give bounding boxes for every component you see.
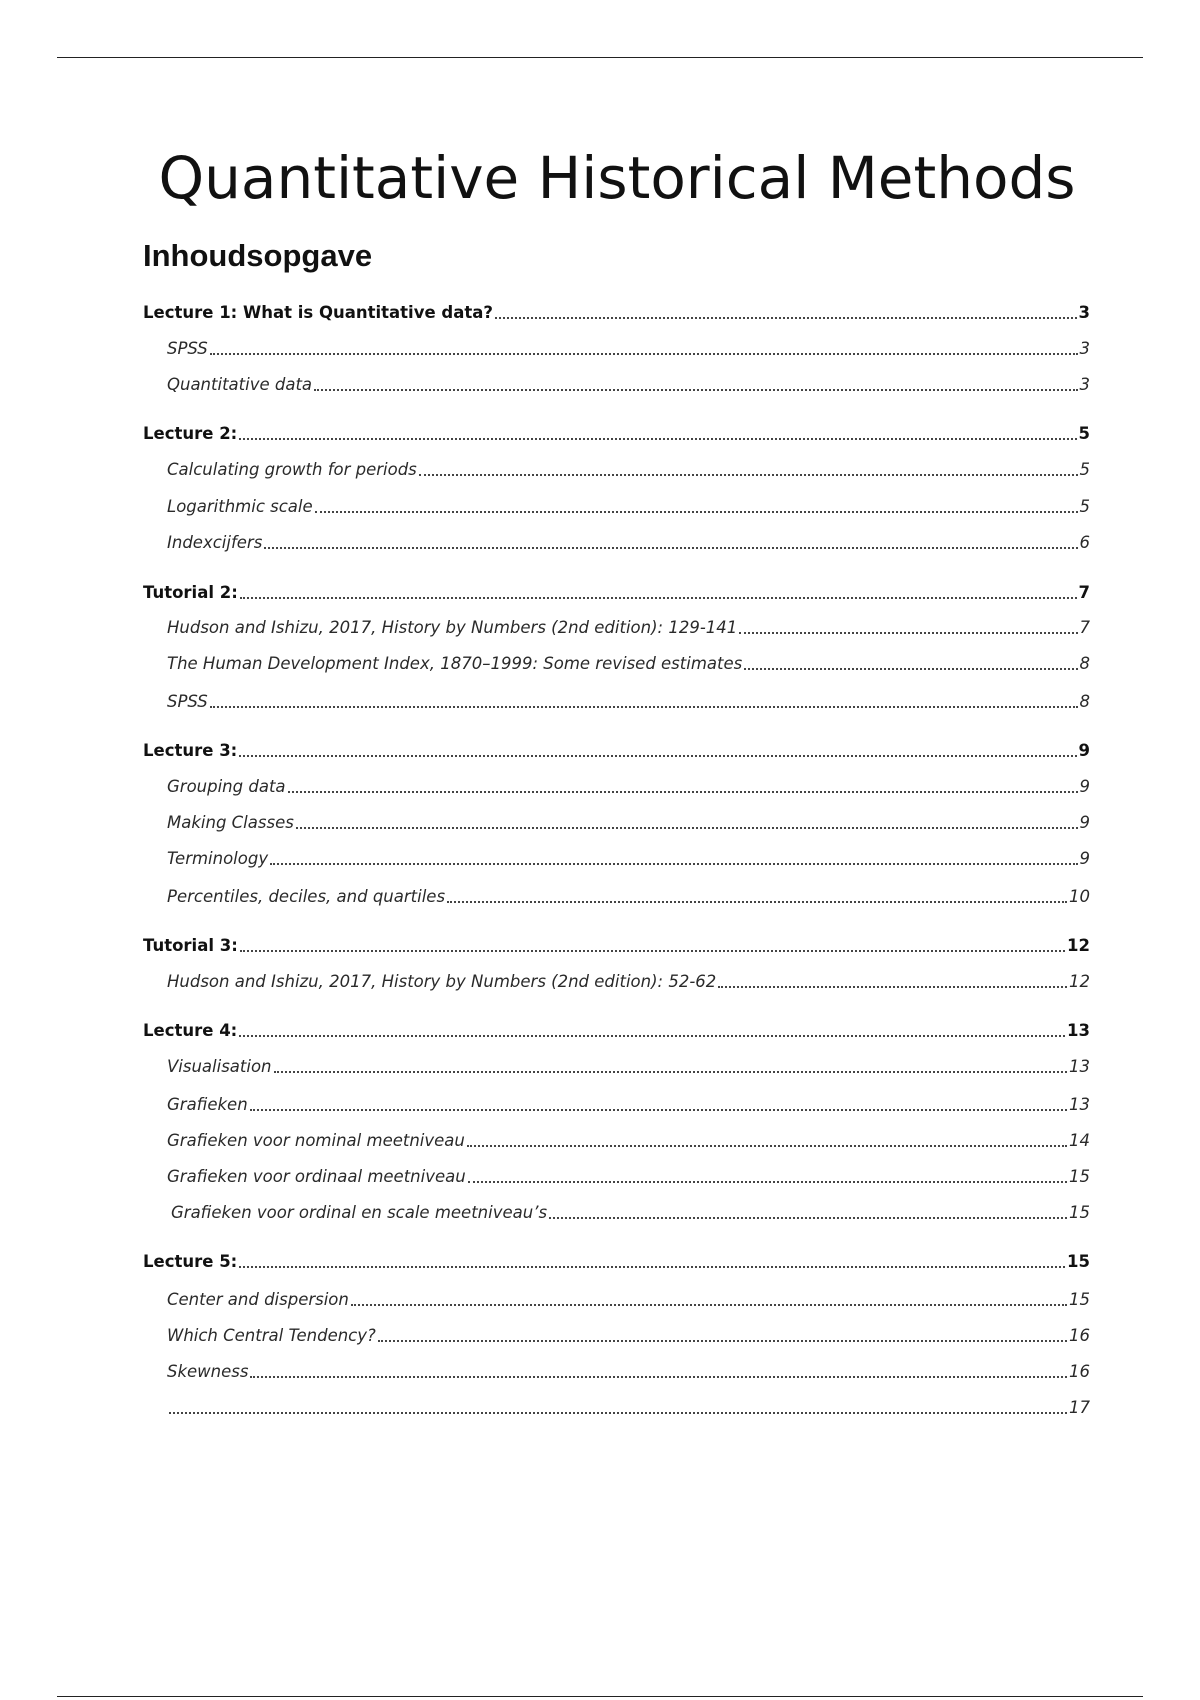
toc-page-number: 16 xyxy=(1069,1326,1090,1345)
toc-entry-text: Grafieken voor ordinaal meetniveau xyxy=(167,1167,466,1186)
toc-page-number: 5 xyxy=(1078,424,1090,443)
toc-page-number: 16 xyxy=(1069,1362,1090,1381)
toc-page-number: 15 xyxy=(1069,1203,1090,1222)
toc-page-number: 12 xyxy=(1067,936,1090,955)
toc-entry-text: Grouping data xyxy=(167,777,286,796)
toc-entry-text: Hudson and Ishizu, 2017, History by Numbers (2nd edition): 129-141 xyxy=(167,618,738,637)
toc-dot-leader xyxy=(315,511,1078,513)
toc-entry-lecture-3[interactable] xyxy=(143,738,1090,762)
toc-dot-leader xyxy=(718,986,1067,988)
toc-page-number: 10 xyxy=(1069,887,1090,906)
toc-entry-text: Indexcijfers xyxy=(167,533,263,552)
document-title: Quantitative Historical Methods xyxy=(158,144,1076,212)
toc-entry-grafieken-ordinaal[interactable] xyxy=(167,1164,1090,1188)
toc-page-number: 3 xyxy=(1079,339,1090,358)
toc-dot-leader xyxy=(239,1266,1065,1268)
toc-entry-center-dispersion[interactable] xyxy=(167,1287,1090,1311)
toc-dot-leader xyxy=(296,827,1078,829)
toc-entry-quantitative-data[interactable] xyxy=(167,372,1090,396)
toc-page-number: 5 xyxy=(1079,460,1090,479)
toc-dot-leader xyxy=(447,901,1067,903)
toc-entry-text: Logarithmic scale xyxy=(167,497,313,516)
toc-entry-text: Percentiles, deciles, and quartiles xyxy=(167,887,446,906)
toc-page-number: 13 xyxy=(1067,1021,1090,1040)
toc-entry-hudson-ishizu-52[interactable] xyxy=(167,969,1090,993)
toc-page-number: 13 xyxy=(1069,1057,1090,1076)
toc-entry-logarithmic-scale[interactable] xyxy=(167,494,1090,518)
toc-page-number: 17 xyxy=(1069,1398,1090,1417)
toc-entry-percentiles[interactable] xyxy=(167,884,1090,908)
toc-page-number: 15 xyxy=(1069,1290,1090,1309)
toc-entry-tutorial-3[interactable] xyxy=(143,933,1090,957)
toc-dot-leader xyxy=(739,632,1077,634)
toc-page-number: 9 xyxy=(1078,741,1090,760)
toc-dot-leader xyxy=(288,791,1078,793)
toc-entry-text: Skewness xyxy=(167,1362,249,1381)
toc-entry-central-tendency[interactable] xyxy=(167,1323,1090,1347)
toc-page-number: 5 xyxy=(1079,497,1090,516)
toc-page-number: 9 xyxy=(1079,813,1090,832)
toc-entry-text: SPSS xyxy=(167,692,208,711)
toc-dot-leader xyxy=(250,1376,1067,1378)
toc-entry-text: Which Central Tendency? xyxy=(167,1326,376,1345)
toc-entry-spss-2[interactable] xyxy=(167,689,1090,713)
toc-page-number: 13 xyxy=(1069,1095,1090,1114)
toc-entry-lecture-1[interactable] xyxy=(143,300,1090,324)
toc-dot-leader xyxy=(274,1071,1067,1073)
toc-dot-leader xyxy=(314,389,1077,391)
toc-entry-text: Visualisation xyxy=(167,1057,272,1076)
toc-entry-lecture-4[interactable] xyxy=(143,1018,1090,1042)
toc-entry-text: Making Classes xyxy=(167,813,294,832)
toc-entry-text: Grafieken xyxy=(167,1095,248,1114)
toc-dot-leader xyxy=(419,474,1078,476)
toc-entry-untitled[interactable] xyxy=(167,1395,1090,1419)
toc-entry-text: Terminology xyxy=(167,849,269,868)
toc-entry-text: Center and dispersion xyxy=(167,1290,349,1309)
toc-entry-grouping-data[interactable] xyxy=(167,774,1090,798)
toc-entry-text: Tutorial 2: xyxy=(143,583,238,602)
toc-dot-leader xyxy=(169,1412,1067,1414)
toc-dot-leader xyxy=(240,950,1065,952)
toc-entry-terminology[interactable] xyxy=(167,846,1090,870)
toc-entry-tutorial-2[interactable] xyxy=(143,580,1090,604)
toc-entry-grafieken[interactable] xyxy=(167,1092,1090,1116)
toc-page-number: 9 xyxy=(1079,849,1090,868)
toc-entry-text: Grafieken voor nominal meetniveau xyxy=(167,1131,465,1150)
toc-entry-making-classes[interactable] xyxy=(167,810,1090,834)
toc-entry-grafieken-ordinal-scale[interactable] xyxy=(171,1200,1090,1224)
toc-dot-leader xyxy=(378,1340,1067,1342)
toc-entry-lecture-5[interactable] xyxy=(143,1249,1090,1273)
toc-entry-text: Quantitative data xyxy=(167,375,313,394)
toc-entry-text: Lecture 5: xyxy=(143,1252,238,1271)
toc-page-number: 7 xyxy=(1079,618,1090,637)
toc-page-number: 9 xyxy=(1079,777,1090,796)
toc-page-number: 15 xyxy=(1069,1167,1090,1186)
toc-entry-text: Lecture 4: xyxy=(143,1021,238,1040)
toc-dot-leader xyxy=(744,668,1077,670)
toc-dot-leader xyxy=(210,706,1078,708)
toc-entry-human-development-index[interactable] xyxy=(167,651,1090,675)
toc-entry-text: Hudson and Ishizu, 2017, History by Numbers (2nd edition): 52-62 xyxy=(167,972,717,991)
toc-entry-visualisation[interactable] xyxy=(167,1054,1090,1078)
toc-dot-leader xyxy=(467,1145,1067,1147)
toc-heading: Inhoudsopgave xyxy=(143,238,373,273)
toc-entry-indexcijfers[interactable] xyxy=(167,530,1090,554)
toc-page-number: 3 xyxy=(1078,303,1090,322)
toc-page-number: 3 xyxy=(1079,375,1090,394)
toc-dot-leader xyxy=(495,317,1077,319)
toc-page-number: 12 xyxy=(1069,972,1090,991)
toc-dot-leader xyxy=(351,1304,1067,1306)
toc-entry-grafieken-nominal[interactable] xyxy=(167,1128,1090,1152)
toc-entry-lecture-2[interactable] xyxy=(143,421,1090,445)
toc-entry-text: Tutorial 3: xyxy=(143,936,238,955)
toc-entry-text: Grafieken voor ordinal en scale meetniveau’s xyxy=(171,1203,548,1222)
toc-page-number: 6 xyxy=(1079,533,1090,552)
toc-entry-text: Lecture 1: What is Quantitative data? xyxy=(143,303,493,322)
toc-entry-text: Lecture 2: xyxy=(143,424,238,443)
toc-dot-leader xyxy=(239,1035,1065,1037)
toc-dot-leader xyxy=(210,353,1078,355)
toc-entry-spss[interactable] xyxy=(167,336,1090,360)
toc-dot-leader xyxy=(270,863,1077,865)
toc-page-number: 8 xyxy=(1079,692,1090,711)
toc-page-number: 8 xyxy=(1079,654,1090,673)
toc-dot-leader xyxy=(239,438,1076,440)
toc-dot-leader xyxy=(549,1217,1067,1219)
toc-dot-leader xyxy=(239,755,1076,757)
toc-entry-text: Lecture 3: xyxy=(143,741,238,760)
toc-dot-leader xyxy=(264,547,1077,549)
toc-entry-calculating-growth[interactable] xyxy=(167,457,1090,481)
toc-dot-leader xyxy=(240,597,1077,599)
toc-page-number: 15 xyxy=(1067,1252,1090,1271)
toc-page-number: 7 xyxy=(1078,583,1090,602)
toc-dot-leader xyxy=(250,1109,1067,1111)
toc-page-number: 14 xyxy=(1069,1131,1090,1150)
toc-dot-leader xyxy=(468,1181,1067,1183)
footer-rule xyxy=(57,1696,1143,1697)
toc-entry-skewness[interactable] xyxy=(167,1359,1090,1383)
toc-entry-hudson-ishizu-129[interactable] xyxy=(167,615,1090,639)
toc-entry-text: The Human Development Index, 1870–1999: Some revised estimates xyxy=(167,654,743,673)
toc-entry-text: SPSS xyxy=(167,339,208,358)
toc-entry-text: Calculating growth for periods xyxy=(167,460,417,479)
